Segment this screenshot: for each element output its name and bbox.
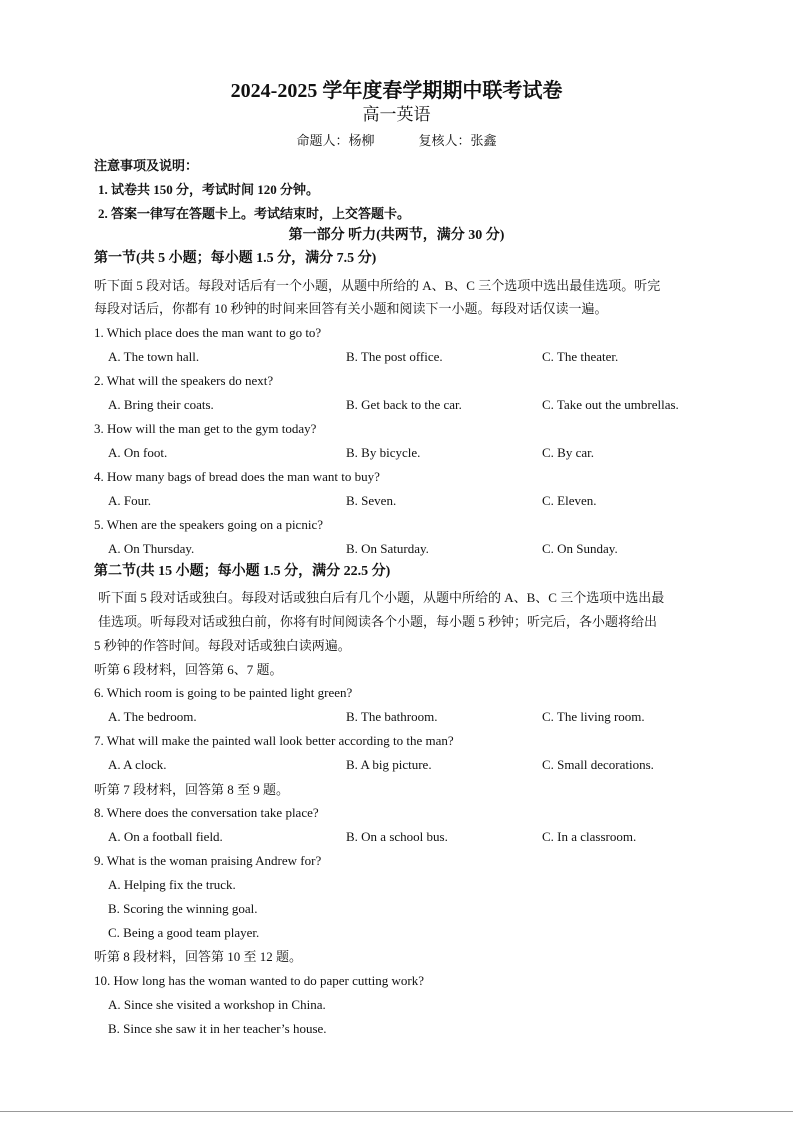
question-7: 7. What will make the painted wall look better according to the man?: [94, 733, 454, 748]
q4-option-a: A. Four.: [108, 493, 151, 508]
section2-instruction-1: 听下面 5 段对话或独白。每段对话或独白后有几个小题，从题中所给的 A、B、C 三个选项中选出最: [98, 590, 665, 605]
section2-instruction-2: 佳选项。听每段对话或独白前，你将有时间阅读各个小题，每小题 5 秒钟；听完后，各小题将给出: [98, 614, 658, 629]
reviewer-name: 复核人：张鑫: [418, 133, 497, 148]
question-9: 9. What is the woman praising Andrew for?: [94, 853, 322, 868]
q8-option-a: A. On a football field.: [108, 829, 223, 844]
question-1: 1. Which place does the man want to go to?: [94, 325, 322, 340]
note-item-2: 2. 答案一律写在答题卡上。考试结束时，上交答题卡。: [98, 206, 411, 221]
q2-option-c: C. Take out the umbrellas.: [542, 397, 679, 412]
section2-heading: 第二节(共 15 小题；每小题 1.5 分，满分 22.5 分): [94, 564, 391, 579]
q5-option-a: A. On Thursday.: [108, 541, 195, 556]
page-bottom-divider: [0, 1111, 793, 1112]
question-5: 5. When are the speakers going on a picnic?: [94, 517, 323, 532]
q7-option-b: B. A big picture.: [346, 757, 432, 772]
section1-heading: 第一节(共 5 小题；每小题 1.5 分，满分 7.5 分): [94, 251, 377, 266]
q6-option-a: A. The bedroom.: [108, 709, 197, 724]
section1-instruction-1: 听下面 5 段对话。每段对话后有一个小题，从题中所给的 A、B、C 三个选项中选出最佳选项。听完: [94, 278, 661, 293]
q6-option-c: C. The living room.: [542, 709, 645, 724]
q8-option-c: C. In a classroom.: [542, 829, 637, 844]
question-3: 3. How will the man get to the gym today?: [94, 421, 317, 436]
material-7-note: 听第 7 段材料，回答第 8 至 9 题。: [94, 782, 290, 797]
material-8-note: 听第 8 段材料，回答第 10 至 12 题。: [94, 949, 303, 964]
q3-option-a: A. On foot.: [108, 445, 168, 460]
q10-option-b: B. Since she saw it in her teacher’s house.: [108, 1021, 327, 1036]
q9-option-b: B. Scoring the winning goal.: [108, 901, 258, 916]
q8-option-b: B. On a school bus.: [346, 829, 448, 844]
q6-option-b: B. The bathroom.: [346, 709, 438, 724]
q5-option-b: B. On Saturday.: [346, 541, 429, 556]
notes-heading: 注意事项及说明：: [94, 158, 199, 173]
note-item-1: 1. 试卷共 150 分，考试时间 120 分钟。: [98, 182, 320, 197]
q7-option-a: A. A clock.: [108, 757, 167, 772]
q9-option-c: C. Being a good team player.: [108, 925, 260, 940]
question-4: 4. How many bags of bread does the man want to buy?: [94, 469, 380, 484]
q5-option-c: C. On Sunday.: [542, 541, 618, 556]
q4-option-c: C. Eleven.: [542, 493, 597, 508]
question-6: 6. Which room is going to be painted light green?: [94, 685, 353, 700]
exam-title: 2024-2025 学年度春学期期中联考试卷: [230, 80, 563, 102]
part1-heading: 第一部分 听力(共两节，满分 30 分): [288, 228, 505, 243]
authors-line: [0, 133, 793, 149]
exam-subject: 高一英语: [362, 105, 431, 124]
question-10: 10. How long has the woman wanted to do paper cutting work?: [94, 973, 424, 988]
q3-option-b: B. By bicycle.: [346, 445, 421, 460]
q1-option-c: C. The theater.: [542, 349, 619, 364]
q4-option-b: B. Seven.: [346, 493, 397, 508]
q1-option-b: B. The post office.: [346, 349, 443, 364]
q2-option-a: A. Bring their coats.: [108, 397, 214, 412]
q9-option-a: A. Helping fix the truck.: [108, 877, 236, 892]
question-2: 2. What will the speakers do next?: [94, 373, 274, 388]
q1-option-a: A. The town hall.: [108, 349, 200, 364]
q10-option-a: A. Since she visited a workshop in China.: [108, 997, 326, 1012]
author-name: 命题人：杨柳: [296, 133, 375, 148]
q2-option-b: B. Get back to the car.: [346, 397, 462, 412]
q7-option-c: C. Small decorations.: [542, 757, 654, 772]
question-8: 8. Where does the conversation take place?: [94, 805, 319, 820]
section1-instruction-2: 每段对话后，你都有 10 秒钟的时间来回答有关小题和阅读下一小题。每段对话仅读一遍。: [94, 301, 608, 316]
q3-option-c: C. By car.: [542, 445, 594, 460]
section2-instruction-3: 5 秒钟的作答时间。每段对话或独白读两遍。: [94, 638, 351, 653]
material-6-note: 听第 6 段材料，回答第 6、7 题。: [94, 662, 283, 677]
